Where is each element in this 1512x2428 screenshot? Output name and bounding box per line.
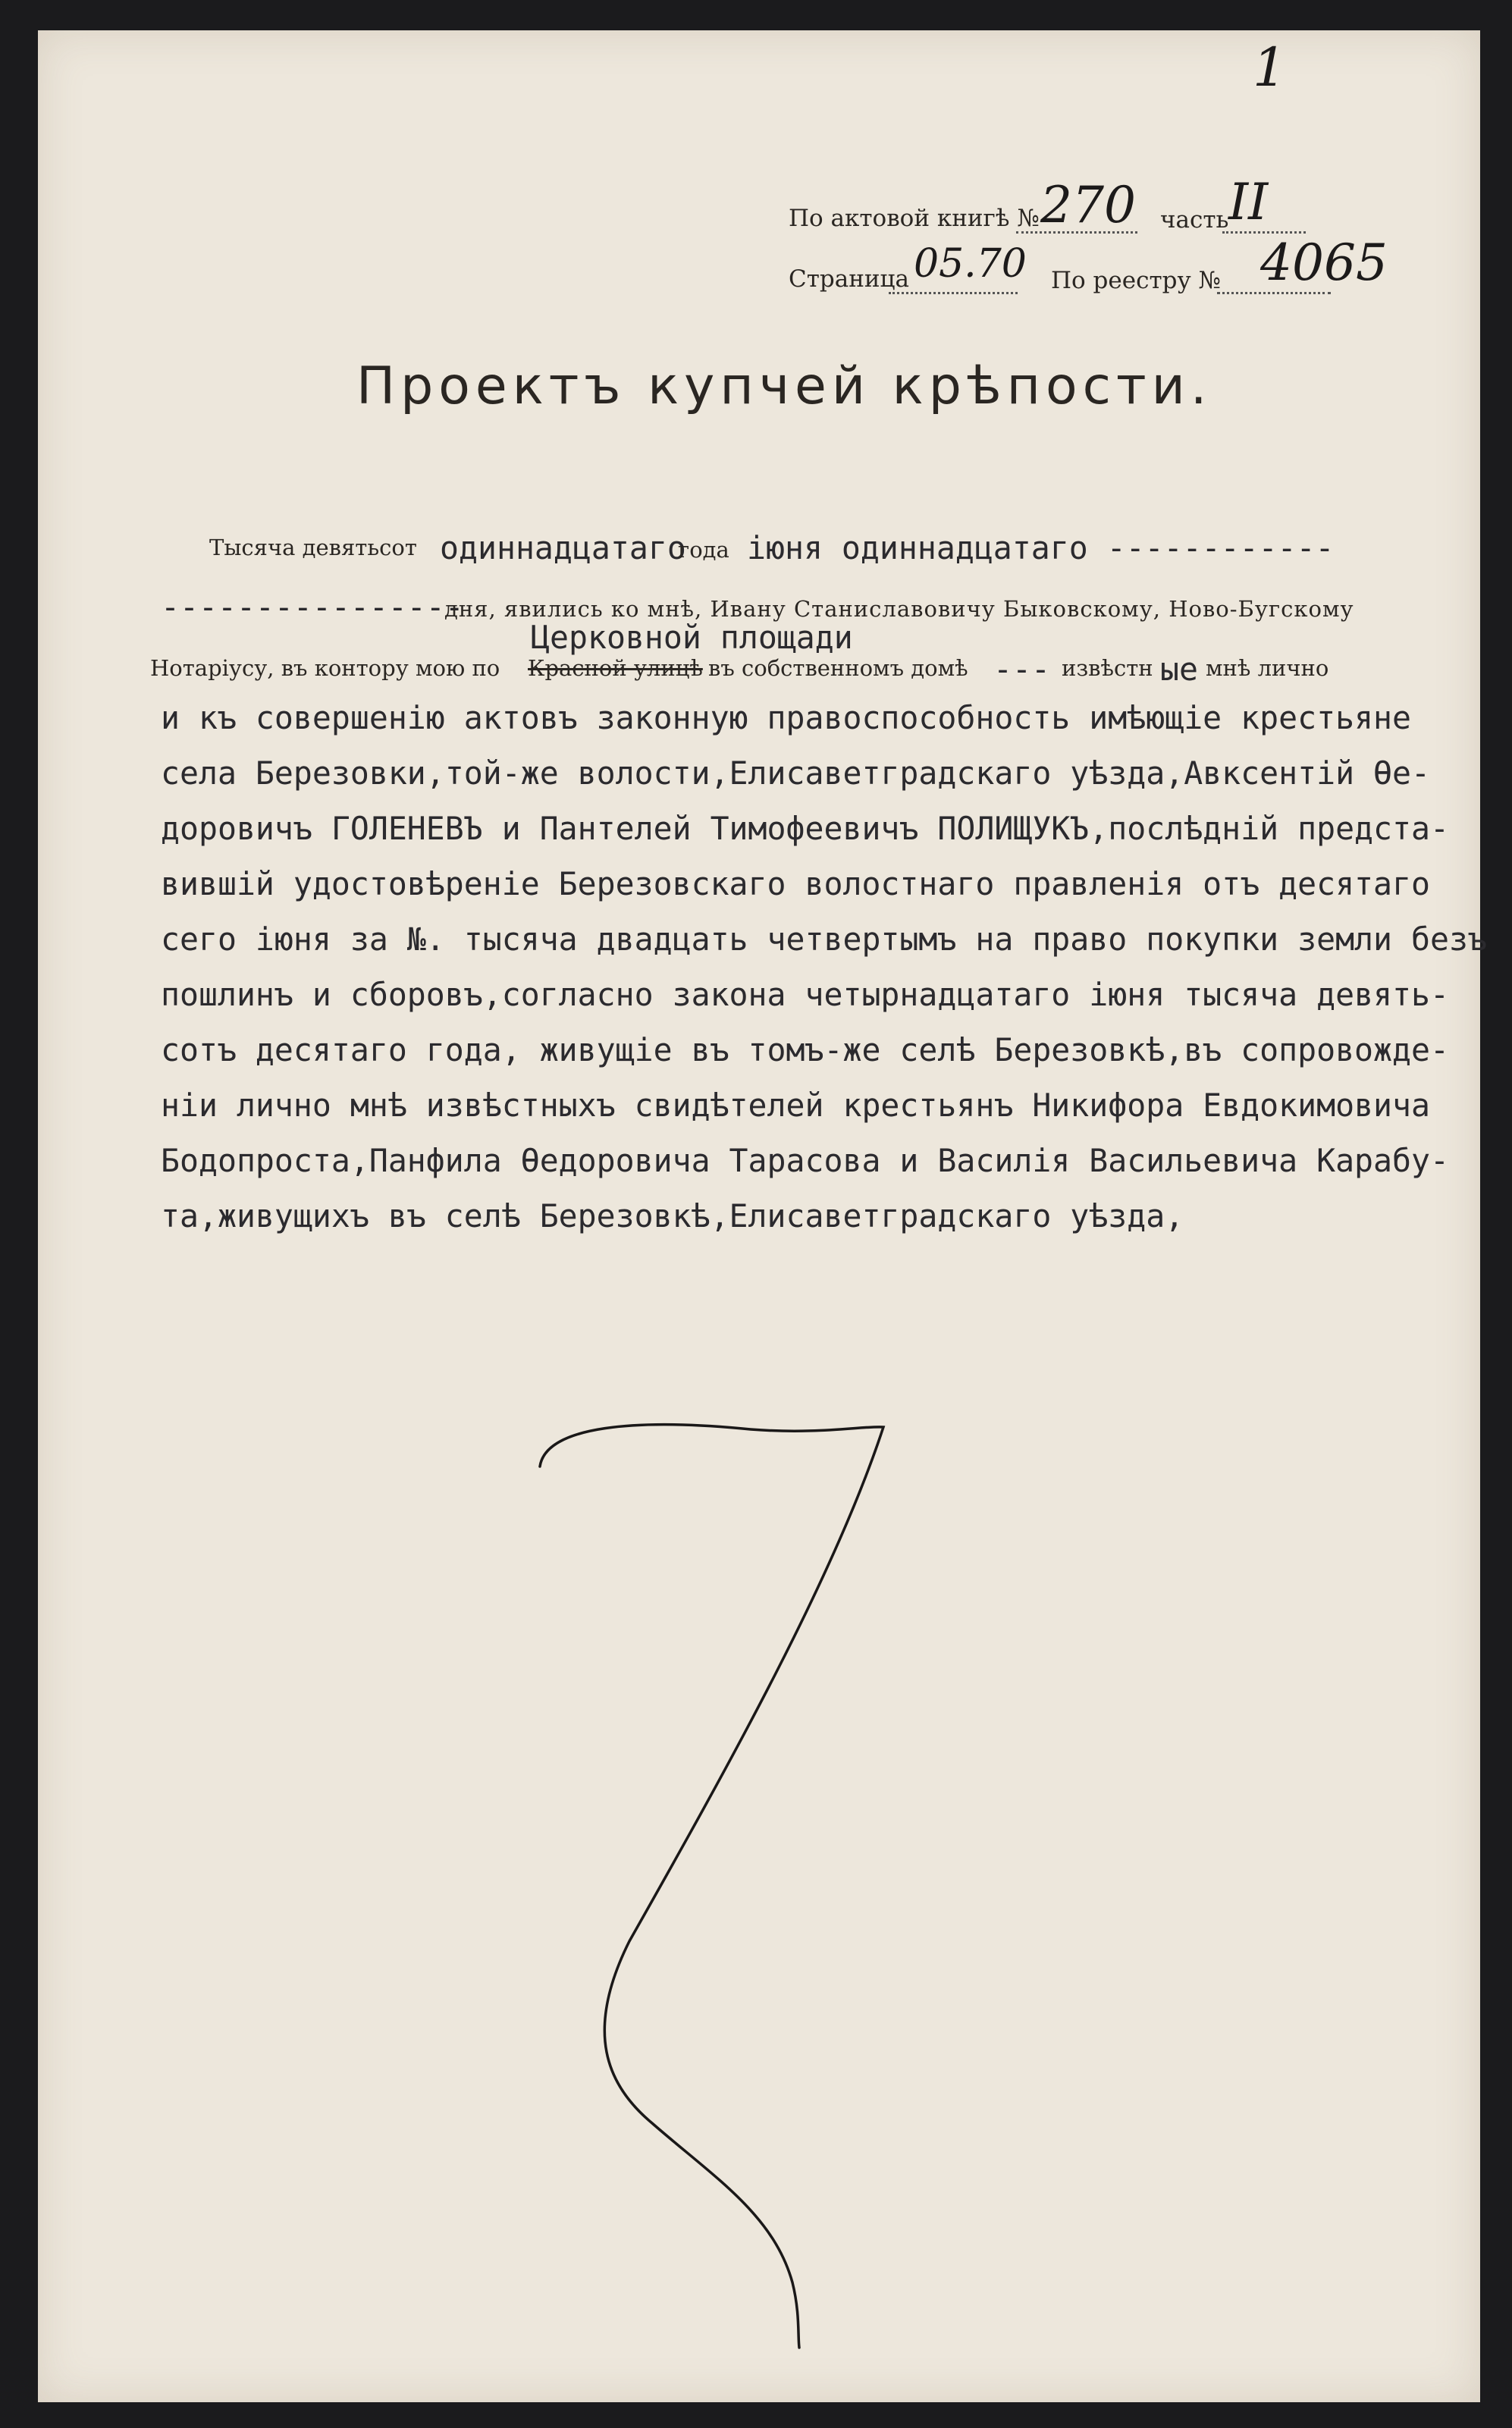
body-line: вившій удостовѣреніе Березовскаго волостнаго правленія отъ десятаго xyxy=(161,865,1431,902)
page-label: Страница xyxy=(789,265,909,293)
page-value: 05.70 xyxy=(914,241,1027,287)
book-number: 270 xyxy=(1040,176,1136,234)
office-printed: Нотаріусу, въ контору мою по xyxy=(150,655,500,681)
registry-label: По реестру № xyxy=(1051,267,1221,294)
year-printed: Тысяча девятьсот xyxy=(209,535,417,560)
body-line: села Березовки,той-же волости,Елисаветградскаго уѣзда,Авксентій Ѳе- xyxy=(161,754,1431,792)
body-line: Бодопроста,Панфила Ѳедоровича Тарасова и Василія Васильевича Карабу- xyxy=(161,1142,1449,1179)
appearance-printed: дня, явились ко мнѣ, Ивану Станиславовичу Быковскому, Ново-Бугскому xyxy=(444,596,1354,622)
body-line: и къ совершенію актовъ законную правоспособность имѣющіе крестьяне xyxy=(161,699,1412,736)
year-typed: одиннадцатаго xyxy=(440,529,686,566)
personally-printed: мнѣ лично xyxy=(1206,655,1329,681)
body-line: доровичъ ГОЛЕНЕВЪ и Пантелей Тимофеевичъ ПОЛИЩУКЪ,послѣдній предста- xyxy=(161,810,1449,847)
registry-number: 4065 xyxy=(1260,234,1388,292)
body-line: сего іюня за №. тысяча двадцать четвертымъ на право покупки земли безъ xyxy=(161,921,1487,958)
day-dashes: ---------------- xyxy=(161,588,464,626)
known-ending-typed: ые xyxy=(1160,651,1198,688)
body-line: та,живущихъ въ селѣ Березовкѣ,Елисаветградскаго уѣзда, xyxy=(161,1197,1184,1234)
house-dashes: --- xyxy=(993,651,1050,688)
struck-street: Красной улицѣ xyxy=(528,655,703,681)
page-number: 1 xyxy=(1253,36,1287,99)
house-printed: въ собственномъ домѣ xyxy=(708,655,968,681)
part-label: часть xyxy=(1160,206,1229,234)
body-line: сотъ десятаго года, живущіе въ томъ-же селѣ Березовкѣ,въ сопровожде- xyxy=(161,1031,1449,1068)
body-line: ніи лично мнѣ извѣстныхъ свидѣтелей крестьянъ Никифора Евдокимовича xyxy=(161,1087,1431,1124)
book-label: По актовой книгѣ № xyxy=(789,205,1040,232)
known-printed: извѣстн xyxy=(1062,655,1153,681)
office-location-typed: Церковной площади xyxy=(531,619,853,656)
document-title: Проектъ купчей крѣпости. xyxy=(356,356,1212,416)
year-label: года xyxy=(678,537,729,563)
body-line: пошлинъ и сборовъ,согласно закона четырнадцатаго іюня тысяча девять- xyxy=(161,976,1449,1013)
part-number: II xyxy=(1228,173,1269,231)
date-typed: іюня одиннадцатаго ------------ xyxy=(747,529,1335,566)
